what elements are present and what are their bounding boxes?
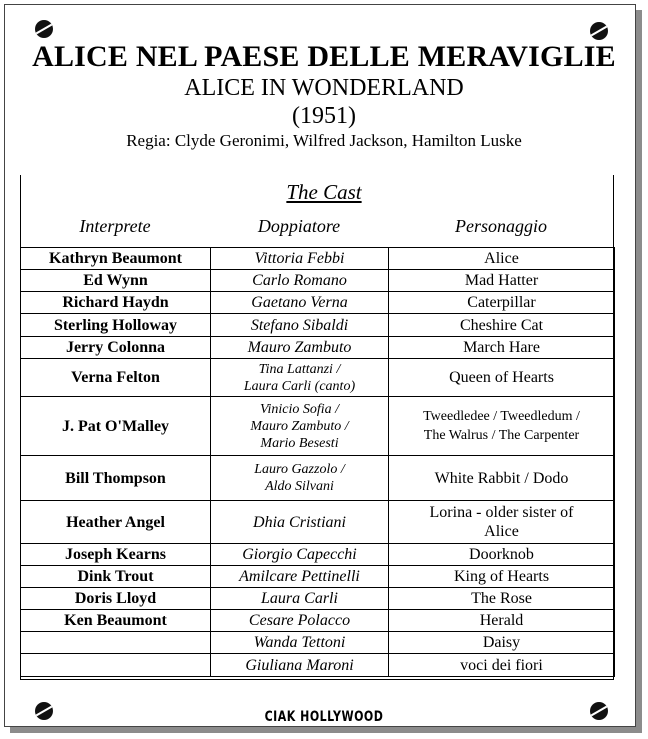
screw-icon	[590, 22, 608, 40]
actor-cell: Ed Wynn	[21, 270, 211, 292]
cast-heading: The Cast	[286, 180, 362, 204]
character-line: Alice	[484, 523, 519, 540]
character-cell	[389, 654, 615, 677]
dubber-cell	[211, 292, 389, 314]
character-line: The Walrus / The Carpenter	[423, 428, 580, 443]
actor-cell: Jerry Colonna	[21, 337, 211, 359]
dubber-cell	[211, 456, 389, 501]
dubber-line: Laura Carli	[261, 590, 338, 607]
character-cell	[389, 544, 615, 566]
table-row	[21, 654, 615, 677]
character-cell	[389, 610, 615, 632]
character-cell	[389, 248, 615, 270]
character-cell	[389, 501, 615, 544]
actor-cell: Verna Felton	[21, 359, 211, 397]
page-title: ALICE NEL PAESE DELLE MERAVIGLIE	[32, 40, 616, 73]
character-cell	[389, 292, 615, 314]
character-cell	[389, 337, 615, 359]
actor-cell	[21, 632, 211, 654]
table-row	[21, 501, 615, 544]
character-line: Tweedledee / Tweedledum /	[423, 409, 580, 424]
actor-cell: Richard Haydn	[21, 292, 211, 314]
character-cell	[389, 588, 615, 610]
character-line: Alice	[484, 250, 519, 267]
actor-cell: Doris Lloyd	[21, 588, 211, 610]
character-cell	[389, 359, 615, 397]
dubber-line: Mauro Zambuto	[247, 339, 352, 356]
dubber-line: Stefano Sibaldi	[250, 316, 349, 334]
screw-icon	[35, 20, 53, 38]
dubber-line: Wanda Tettoni	[253, 634, 346, 651]
dubber-line: Giorgio Capecchi	[242, 546, 357, 563]
actor-cell: J. Pat O'Malley	[21, 397, 211, 456]
table-row	[21, 314, 615, 337]
dubber-cell	[211, 566, 389, 588]
dubber-line: Carlo Romano	[252, 272, 347, 289]
actor-cell: Bill Thompson	[21, 456, 211, 501]
character-cell	[389, 632, 615, 654]
actor-cell: Heather Angel	[21, 501, 211, 544]
table-row	[21, 359, 615, 397]
table-row	[21, 456, 615, 501]
table-row	[21, 588, 615, 610]
dubber-line: Laura Carli (canto)	[243, 378, 356, 394]
table-row	[21, 337, 615, 359]
column-header-dubber: Doppiatore	[257, 216, 341, 236]
dubber-line: Mario Besesti	[260, 435, 339, 451]
dubber-line: Tina Lattanzi /	[258, 361, 341, 377]
character-line: King of Hearts	[453, 568, 550, 585]
dubber-cell	[211, 337, 389, 359]
character-line: The Rose	[471, 590, 532, 607]
actor-cell	[21, 654, 211, 677]
actor-cell: Sterling Holloway	[21, 314, 211, 337]
dubber-line: Giuliana Maroni	[245, 656, 354, 674]
character-line: March Hare	[463, 339, 540, 356]
character-cell	[389, 456, 615, 501]
character-cell	[389, 397, 615, 456]
character-cell	[389, 314, 615, 337]
release-year: (1951)	[292, 103, 356, 129]
dubber-cell	[211, 270, 389, 292]
table-row	[21, 544, 615, 566]
actor-cell: Ken Beaumont	[21, 610, 211, 632]
dubber-line: Lauro Gazzolo /	[254, 462, 345, 477]
dubber-cell	[211, 501, 389, 544]
dubber-cell	[211, 544, 389, 566]
dubber-line: Amilcare Pettinelli	[239, 568, 360, 585]
english-title: ALICE IN WONDERLAND	[184, 75, 464, 101]
dubber-line: Cesare Polacco	[248, 612, 351, 629]
dubber-line: Mauro Zambuto /	[250, 418, 349, 434]
ciak-hollywood-logo: CIAK HOLLYWOOD	[264, 708, 384, 725]
dubber-line: Vinicio Sofia /	[259, 401, 340, 417]
table-row	[21, 270, 615, 292]
actor-cell: Joseph Kearns	[21, 544, 211, 566]
dubber-line: Vittoria Febbi	[254, 250, 345, 267]
column-header-character: Personaggio	[455, 216, 547, 236]
character-line: Cheshire Cat	[459, 316, 544, 334]
dubber-line: Aldo Silvani	[265, 479, 334, 494]
dubber-line: Dhia Cristiani	[253, 513, 346, 531]
cast-table	[20, 247, 615, 677]
table-row	[21, 566, 615, 588]
actor-cell: Kathryn Beaumont	[21, 248, 211, 270]
dubber-cell	[211, 314, 389, 337]
actor-cell: Dink Trout	[21, 566, 211, 588]
dubber-cell	[211, 397, 389, 456]
table-row	[21, 610, 615, 632]
director-line: Regia: Clyde Geronimi, Wilfred Jackson, Hamilton Luske	[126, 131, 522, 150]
character-line: White Rabbit / Dodo	[434, 469, 569, 487]
dubber-cell	[211, 632, 389, 654]
character-line: Caterpillar	[467, 294, 536, 311]
character-line: Queen of Hearts	[449, 369, 554, 386]
dubber-cell	[211, 588, 389, 610]
dubber-cell	[211, 654, 389, 677]
table-row	[21, 397, 615, 456]
dubber-cell	[211, 248, 389, 270]
table-row	[21, 292, 615, 314]
column-header-actor: Interprete	[79, 216, 151, 236]
dubber-line: Gaetano Verna	[251, 294, 348, 311]
character-line: Daisy	[482, 634, 521, 651]
dubber-cell	[211, 610, 389, 632]
character-cell	[389, 270, 615, 292]
character-line: Lorina - older sister of	[429, 504, 574, 521]
dubber-cell	[211, 359, 389, 397]
character-line: Mad Hatter	[464, 272, 539, 289]
table-row	[21, 248, 615, 270]
character-cell	[389, 566, 615, 588]
character-line: Doorknob	[469, 546, 534, 563]
table-row	[21, 632, 615, 654]
character-line: Herald	[479, 612, 524, 629]
character-line: voci dei fiori	[460, 656, 543, 674]
cast-table-body	[21, 248, 615, 677]
